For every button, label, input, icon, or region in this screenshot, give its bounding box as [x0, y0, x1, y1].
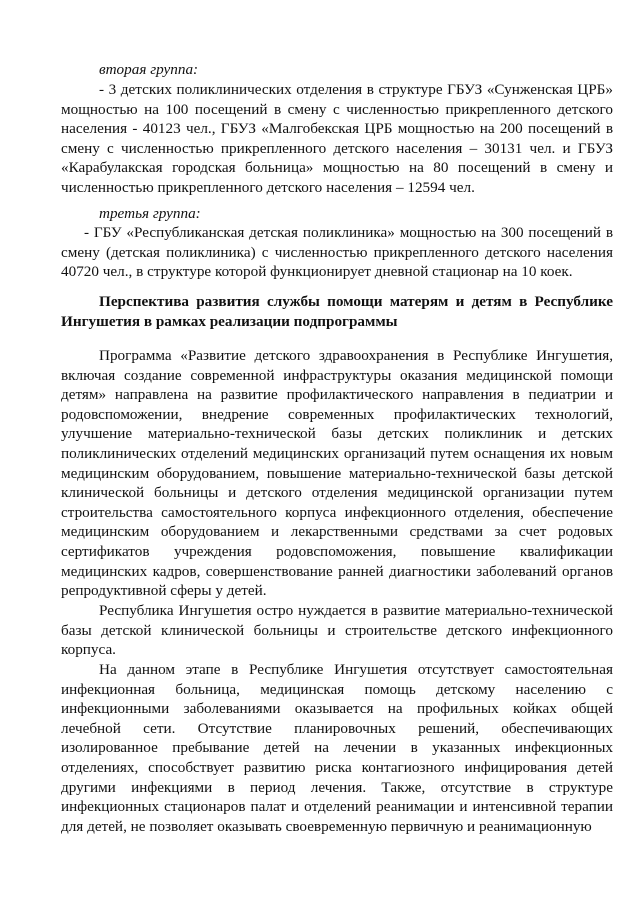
- group-3-text: - ГБУ «Республиканская детская поликлиника» мощностью на 300 посещений в смену (детская поликлиника) с численностью прикрепленного детского населения 40720 чел., в структуре которой функционирует дневной стационар на 10 коек.: [61, 224, 613, 281]
- paragraph-program: Программа «Развитие детского здравоохранения в Республике Ингушетия, включая создание современной инфраструктуры оказания медицинской помощи детям» направлена на развитие профилактического направления в педиатрии и родовспоможении, внедрение современных профилактических технологий, улучшение материально-технической базы детских поликлиник и детских поликлинических отделений медицинских организаций путем оснащения их новым медицинским оборудованием, повышение материально-технической базы детской клинической больницы и детского отделения медицинской организации путем строительства самостоятельного корпуса инфекционного отделения, обеспечение медицинским оборудованием и лекарственными средствами за счет родовых сертификатов учреждения родовспоможения, повышение квалификации медицинских кадров, совершенствование ранней диагностики заболеваний органов репродуктивной сферы у детей.: [61, 347, 613, 600]
- group-2-label: вторая группа:: [99, 61, 199, 78]
- paragraph-current-stage: На данном этапе в Республике Ингушетия отсутствует самостоятельная инфекционная больница, медицинская помощь детскому населению с инфекционными заболеваниями оказывается на профильных койках общей лечебной сети. Отсутствие планировочных решений, обеспечивающих изолированное пребывание детей на лечении в указанных инфекционных отделениях, способствует развитию риска контагиозного инфицирования детей другими инфекциями в период лечения. Также, отсутствие в структуре инфекционных стационаров палат и отделений реанимации и интенсивной терапии для детей, не позволяет оказывать своевременную первичную и реанимационную: [61, 661, 613, 835]
- paragraph-needs: Республика Ингушетия остро нуждается в развитие материально-технической базы детской клинической больницы и строительстве детского инфекционного корпуса.: [61, 602, 613, 659]
- group-2-text: - 3 детских поликлинических отделения в структуре ГБУЗ «Сунженская ЦРБ» мощностью на 100 посещений в смену с численностью прикрепленного детского населения - 40123 чел., ГБУЗ «Малгобекская ЦРБ мощностью на 200 посещений в смену с численностью прикрепленного детского населения – 30131 чел. и ГБУЗ «Карабулакская городская больница» мощностью на 80 посещений в смену и численностью прикрепленного детского населения – 12594 чел.: [61, 81, 613, 196]
- section-heading: Перспектива развития службы помощи матерям и детям в Республике Ингушетия в рамках реализации подпрограммы: [61, 293, 613, 330]
- group-3-label: третья группа:: [99, 205, 201, 222]
